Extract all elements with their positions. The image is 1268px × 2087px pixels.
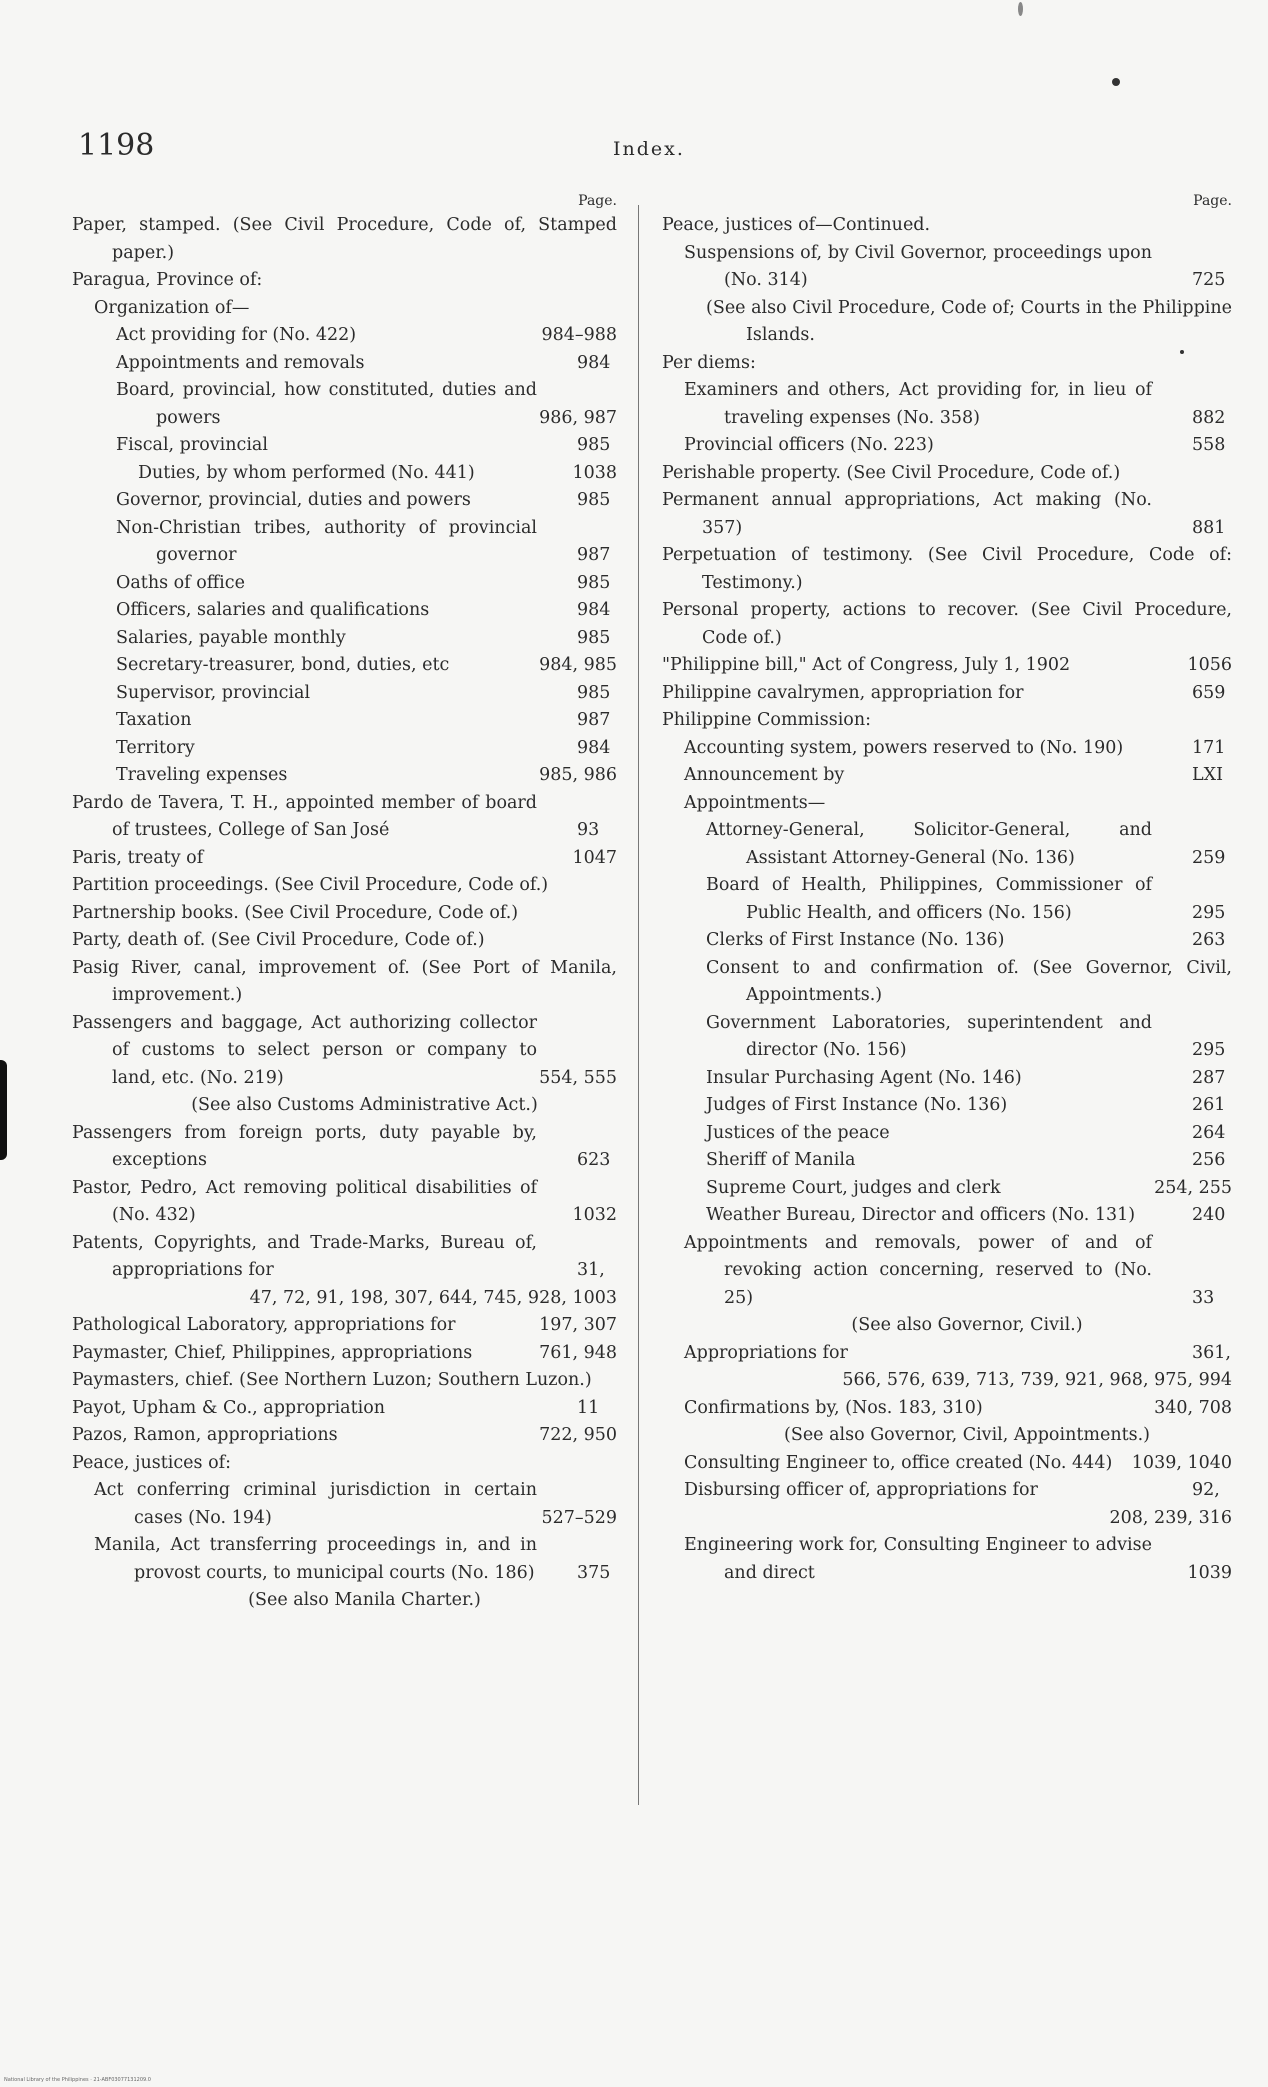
index-entry-page: 1056 (1221, 652, 1232, 680)
index-entry-text: (See also Governor, Civil, Appointments.) (784, 1425, 1150, 1445)
index-entry (662, 1202, 1232, 1230)
index-entry-page: 92, (1226, 1477, 1232, 1505)
index-entry-page: 33 (1226, 1285, 1232, 1313)
index-entry-text: Attorney-General, Solicitor-General, and Assistant Attorney-General (No. 136) (706, 820, 1152, 868)
index-entry-text: Board, provincial, how constituted, duties and powers (116, 380, 537, 428)
index-entry-text: Taxation (116, 710, 192, 730)
index-entry (72, 212, 617, 267)
index-entry-page: 623 (611, 1147, 617, 1175)
index-entry-page: 259 (1226, 845, 1232, 873)
index-entry-text: Passengers and baggage, Act authorizing collector of customs to select person or company to land, etc. (No. 219) (72, 1012, 537, 1088)
index-entry-page: 882 (1226, 405, 1232, 433)
index-entry-text: (See also Customs Administrative Act.) (191, 1095, 538, 1115)
page-header (78, 128, 1228, 168)
index-entry-text: Supervisor, provincial (116, 682, 311, 703)
index-entry (662, 295, 1232, 350)
index-entry-text: Pardo de Tavera, T. H., appointed member of board of trustees, College of San José (72, 792, 537, 840)
index-entry-text: Appropriations for (684, 1342, 848, 1363)
index-entry (662, 927, 1232, 955)
index-entry (72, 1422, 617, 1450)
index-entry (72, 460, 617, 488)
index-entry-text: Governor, provincial, duties and powers (116, 490, 471, 510)
index-entry-page: 722, 950 (573, 1422, 617, 1450)
index-entry-page: 558 (1226, 432, 1232, 460)
index-entry-page: 361, (1226, 1340, 1232, 1368)
index-entry (662, 1505, 1232, 1533)
index-entry-page: 254, 255 (1188, 1175, 1232, 1203)
index-entry-text: Announcement by (684, 765, 845, 785)
index-entry-text: Philippine Commission: (662, 710, 872, 730)
index-entry (72, 1587, 617, 1615)
index-entry-page: 171 (1226, 735, 1232, 763)
index-entry (72, 1340, 617, 1368)
index-entry-page: 986, 987 (573, 405, 617, 433)
index-entry-text: Patents, Copyrights, and Trade-Marks, Bureau of, appropriations for (72, 1232, 537, 1280)
index-entry-text: Act conferring criminal jurisdiction in certain cases (No. 194) (94, 1480, 537, 1528)
index-entry (72, 845, 617, 873)
index-entry-page: 985 (611, 680, 617, 708)
index-entry-text: 47, 72, 91, 198, 307, 644, 745, 928, 1003 (249, 1287, 617, 1308)
index-entry-text: Clerks of First Instance (No. 136) (706, 930, 1005, 950)
index-entry-text: (See also Civil Procedure, Code of; Courts in the Philippine Islands. (706, 297, 1232, 345)
index-entry (662, 1477, 1232, 1505)
index-entry-text: Philippine cavalrymen, appropriation for (662, 682, 1024, 703)
index-entry (662, 1312, 1232, 1340)
index-entry-page: 659 (1226, 680, 1232, 708)
index-entry-text: Salaries, payable monthly (116, 627, 346, 648)
index-entry (662, 212, 1232, 240)
index-entry-text: "Philippine bill," Act of Congress, July 1, 1902 (662, 655, 1071, 675)
index-entry (662, 652, 1232, 680)
index-entry-text: Judges of First Instance (No. 136) (706, 1095, 1008, 1115)
index-entry (72, 432, 617, 460)
index-entry (72, 955, 617, 1010)
index-entry-page: 261 (1226, 1092, 1232, 1120)
index-entry-page: 1038 (606, 460, 617, 488)
index-entry (662, 1340, 1232, 1368)
index-entry-text: Consent to and confirmation of. (See Governor, Civil, Appointments.) (706, 957, 1232, 1005)
index-entry (72, 377, 617, 432)
index-entry-text: Examiners and others, Act providing for, in lieu of traveling expenses (No. 358) (684, 380, 1152, 428)
page-column-label: Page. (1193, 193, 1232, 209)
index-entry-page: 527–529 (575, 1505, 617, 1533)
index-entry-page: 554, 555 (573, 1065, 617, 1093)
index-entry (662, 1367, 1232, 1395)
index-entry-page: 984 (611, 350, 617, 378)
index-entry-text: Paragua, Province of: (72, 270, 263, 290)
index-entry-text: Paymasters, chief. (See Northern Luzon; Southern Luzon.) (72, 1370, 592, 1390)
index-entry-page: 985 (611, 432, 617, 460)
index-entry (72, 295, 617, 323)
index-entry (72, 515, 617, 570)
index-entry (662, 597, 1232, 652)
index-entry-page: LXI (1226, 762, 1232, 790)
index-entry-page: 256 (1226, 1147, 1232, 1175)
index-entry-text: Pathological Laboratory, appropriations for (72, 1315, 456, 1335)
index-entry-text: Paper, stamped. (See Civil Procedure, Code of, Stamped paper.) (72, 215, 617, 263)
index-entry-text: Partition proceedings. (See Civil Procedure, Code of.) (72, 875, 549, 895)
index-entry (662, 487, 1232, 542)
index-entry-text: (See also Manila Charter.) (248, 1590, 481, 1610)
index-entry (72, 1120, 617, 1175)
index-entry (662, 1175, 1232, 1203)
index-entry (662, 872, 1232, 927)
index-entry-text: Consulting Engineer to, office created (No. 444) (684, 1452, 1113, 1473)
page-title: Index. (613, 138, 685, 160)
index-entry-text: Oaths of office (116, 572, 245, 593)
index-entry-text: Officers, salaries and qualifications (116, 600, 430, 620)
index-entry (662, 707, 1232, 735)
index-entry (72, 1312, 617, 1340)
index-entry (662, 762, 1232, 790)
index-entry-text: Appointments— (684, 792, 826, 813)
ink-speck (1018, 2, 1023, 16)
index-entry-page: 295 (1226, 1037, 1232, 1065)
index-entry (662, 1120, 1232, 1148)
index-entry-page: 985, 986 (573, 762, 617, 790)
index-entry-page: 1039 (1221, 1560, 1232, 1588)
index-entry-text: 208, 239, 316 (1109, 1507, 1232, 1528)
index-entry (662, 790, 1232, 818)
index-list-right (662, 212, 1232, 1587)
index-entry (72, 790, 617, 845)
index-entry (662, 735, 1232, 763)
index-entry-page: 264 (1226, 1120, 1232, 1148)
index-entry (72, 927, 617, 955)
index-entry-page: 725 (1226, 267, 1232, 295)
index-entry-text: Weather Bureau, Director and officers (No. 131) (706, 1205, 1136, 1225)
index-entry (72, 1010, 617, 1093)
index-entry (72, 267, 617, 295)
index-entry-page: 984, 985 (573, 652, 617, 680)
index-entry-page: 984 (611, 735, 617, 763)
index-entry-text: Permanent annual appropriations, Act making (No. 357) (662, 490, 1152, 538)
index-entry-text: Perpetuation of testimony. (See Civil Procedure, Code of: Testimony.) (662, 545, 1232, 593)
index-entry-page: 11 (611, 1395, 617, 1423)
index-column-right (662, 190, 1232, 1587)
index-entry (662, 1395, 1232, 1423)
index-entry (72, 570, 617, 598)
index-entry (662, 432, 1232, 460)
index-entry (662, 955, 1232, 1010)
index-entry-text: Traveling expenses (116, 765, 288, 785)
index-entry-text: Organization of— (94, 297, 250, 318)
index-entry-page: 987 (611, 542, 617, 570)
index-entry-page: 1047 (606, 845, 617, 873)
index-entry-text: Disbursing officer of, appropriations for (684, 1480, 1038, 1500)
index-entry-text: Payot, Upham & Co., appropriation (72, 1397, 386, 1418)
index-entry (662, 680, 1232, 708)
column-divider (638, 205, 639, 1805)
index-entry (662, 1010, 1232, 1065)
index-entry (662, 460, 1232, 488)
index-entry (662, 817, 1232, 872)
index-entry (72, 1395, 617, 1423)
index-entry (72, 1532, 617, 1587)
index-entry (72, 1477, 617, 1532)
index-entry-page: 197, 307 (573, 1312, 617, 1340)
index-entry (662, 350, 1232, 378)
index-entry-text: 566, 576, 639, 713, 739, 921, 968, 975, 994 (842, 1370, 1232, 1390)
index-entry-page: 240 (1226, 1202, 1232, 1230)
index-entry-text: Confirmations by, (Nos. 183, 310) (684, 1397, 983, 1418)
page-number: 1198 (78, 128, 155, 163)
index-entry-text: Insular Purchasing Agent (No. 146) (706, 1067, 1022, 1088)
index-entry-text: Fiscal, provincial (116, 435, 268, 455)
index-entry-page: 375 (611, 1560, 617, 1588)
index-entry-page: 985 (611, 570, 617, 598)
index-entry-text: Party, death of. (See Civil Procedure, Code of.) (72, 930, 485, 950)
index-entry-page: 31, (611, 1257, 617, 1285)
index-entry-page: 1032 (606, 1202, 617, 1230)
index-column-left (72, 190, 617, 1615)
index-entry (72, 322, 617, 350)
index-entry-page: 295 (1226, 900, 1232, 928)
index-entry-text: Engineering work for, Consulting Engineer to advise and direct (684, 1535, 1152, 1583)
index-entry-text: Appointments and removals (116, 352, 365, 373)
index-entry-text: Board of Health, Philippines, Commissioner of Public Health, and officers (No. 156) (706, 875, 1152, 923)
index-entry-text: Pasig River, canal, improvement of. (See Port of Manila, improvement.) (72, 957, 617, 1005)
index-entry-text: Duties, by whom performed (No. 441) (138, 462, 475, 483)
index-entry (662, 1092, 1232, 1120)
index-entry (72, 1450, 617, 1478)
index-entry-text: Partnership books. (See Civil Procedure, Code of.) (72, 902, 519, 923)
index-entry-page: 1039, 1040 (1166, 1450, 1232, 1478)
index-entry-page: 987 (611, 707, 617, 735)
index-entry (72, 1230, 617, 1285)
index-entry (72, 707, 617, 735)
index-entry (662, 1230, 1232, 1313)
index-entry-text: Paris, treaty of (72, 847, 204, 868)
index-entry (72, 1092, 617, 1120)
index-entry (662, 542, 1232, 597)
index-entry-text: Supreme Court, judges and clerk (706, 1177, 1001, 1198)
index-entry-text: Peace, justices of: (72, 1452, 231, 1473)
index-entry-text: Perishable property. (See Civil Procedure, Code of.) (662, 462, 1121, 483)
index-entry-text: Peace, justices of—Continued. (662, 215, 931, 235)
index-entry-page: 287 (1226, 1065, 1232, 1093)
index-entry (662, 1422, 1232, 1450)
index-entry (662, 1147, 1232, 1175)
index-entry-text: Government Laboratories, superintendent and director (No. 156) (706, 1012, 1152, 1060)
index-entry-text: Per diems: (662, 352, 756, 373)
page-column-label: Page. (578, 193, 617, 209)
index-entry (72, 762, 617, 790)
index-entry-page: 761, 948 (573, 1340, 617, 1368)
index-entry-text: Pazos, Ramon, appropriations (72, 1425, 338, 1445)
index-entry (72, 597, 617, 625)
index-list-left (72, 212, 617, 1615)
index-entry (72, 900, 617, 928)
ink-speck (1112, 78, 1120, 86)
index-entry (72, 1367, 617, 1395)
index-entry (662, 1450, 1232, 1478)
index-entry (662, 377, 1232, 432)
index-entry-text: (See also Governor, Civil.) (851, 1315, 1083, 1335)
index-entry (662, 1065, 1232, 1093)
index-entry-text: Paymaster, Chief, Philippines, appropriations (72, 1342, 473, 1363)
index-entry-text: Sheriff of Manila (706, 1150, 856, 1170)
index-entry (72, 1175, 617, 1230)
index-entry (72, 735, 617, 763)
index-entry-text: Justices of the peace (706, 1122, 890, 1143)
binding-edge-mark (0, 1060, 7, 1160)
index-entry-text: Pastor, Pedro, Act removing political disabilities of (No. 432) (72, 1177, 537, 1225)
index-entry-text: Passengers from foreign ports, duty payable by, exceptions (72, 1122, 537, 1170)
index-entry (662, 240, 1232, 295)
index-entry-text: Personal property, actions to recover. (See Civil Procedure, Code of.) (662, 600, 1232, 648)
index-entry-text: Manila, Act transferring proceedings in, and in provost courts, to municipal courts (No. 186) (94, 1535, 537, 1583)
index-entry (72, 487, 617, 515)
index-entry-page: 93 (611, 817, 617, 845)
library-stamp: National Library of the Philippines · 21-ABF03077131209.0 (4, 2077, 151, 2083)
index-entry-text: Non-Christian tribes, authority of provincial governor (116, 517, 537, 565)
index-entry-page: 984–988 (575, 322, 617, 350)
index-entry-text: Provincial officers (No. 223) (684, 435, 934, 455)
index-entry (72, 350, 617, 378)
index-entry (72, 652, 617, 680)
index-entry-page: 263 (1226, 927, 1232, 955)
index-entry-text: Act providing for (No. 422) (116, 325, 357, 345)
index-entry (662, 1532, 1232, 1587)
index-entry-page: 881 (1226, 515, 1232, 543)
index-entry (72, 1285, 617, 1313)
index-entry-page: 985 (611, 487, 617, 515)
index-entry-text: Appointments and removals, power of and of revoking action concerning, reserved to (No. 25) (684, 1232, 1152, 1308)
index-entry-text: Secretary-treasurer, bond, duties, etc (116, 655, 450, 675)
index-entry-text: Suspensions of, by Civil Governor, proceedings upon (No. 314) (684, 242, 1152, 290)
index-entry (72, 680, 617, 708)
index-entry-page: 340, 708 (1188, 1395, 1232, 1423)
index-entry-page: 984 (611, 597, 617, 625)
index-entry-page: 985 (611, 625, 617, 653)
index-entry-text: Accounting system, powers reserved to (No. 190) (684, 737, 1124, 758)
index-entry (72, 872, 617, 900)
index-entry-text: Territory (116, 737, 195, 758)
index-entry (72, 625, 617, 653)
